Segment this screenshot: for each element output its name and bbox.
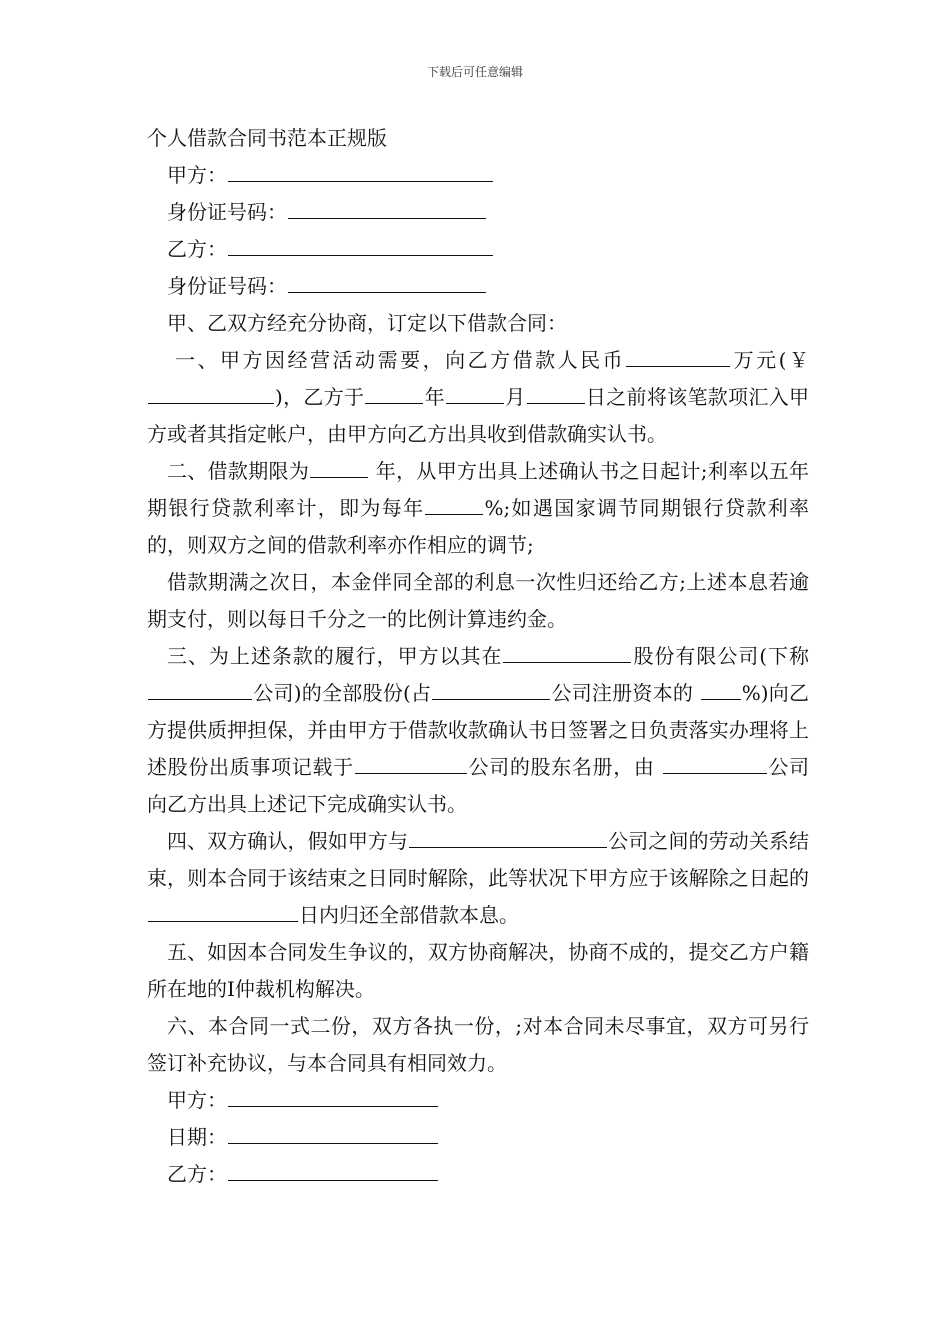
day-blank[interactable]	[527, 382, 585, 404]
month-blank[interactable]	[446, 382, 504, 404]
id-number-line-1	[147, 194, 809, 231]
clause-2-text: %;如遇国家调节同期银行贷款利率的，则双方之间的借款利率亦作相应的调节;	[147, 496, 810, 557]
signature-party-a-line	[147, 1082, 809, 1119]
document-title: 个人借款合同书范本正规版	[147, 126, 387, 150]
amount-blank[interactable]	[626, 345, 730, 367]
clause-5-text: 五、如因本合同发生争议的，双方协商解决，协商不成的，提交乙方户籍所在地的Ⅰ仲裁机构解决。	[147, 940, 809, 1001]
id-number-label: 身份证号码：	[167, 200, 287, 224]
clause-2-text: 年，从甲方出具上述确认书之日起计;利率以五年期银行贷款利率计，即为每年	[147, 459, 809, 520]
clause-3-text: 公司向乙方出具上述记下完成确实认书。	[147, 755, 810, 816]
clause-2	[147, 453, 809, 564]
clause-4	[147, 823, 809, 934]
signature-party-a-blank[interactable]	[228, 1085, 438, 1107]
party-b-label: 乙方：	[167, 237, 227, 261]
company-name-blank[interactable]	[503, 641, 631, 663]
clause-4-text: 公司之间的劳动关系结束，则本合同于该结束之日同时解除，此等状况下甲方应于该解除之日起的	[147, 829, 810, 890]
registry-company-blank[interactable]	[355, 752, 467, 774]
clause-6	[147, 1008, 809, 1082]
clause-2b-text: 借款期满之次日，本金伴同全部的利息一次性归还给乙方;上述本息若逾期支付，则以每日千分之一的比例计算违约金。	[147, 570, 809, 631]
clause-4-text: 四、双方确认，假如甲方与	[167, 829, 409, 853]
intro-paragraph	[147, 305, 809, 342]
clause-1-text: 年	[424, 385, 445, 409]
clause-3-text: 三、为上述条款的履行，甲方以其在	[167, 644, 503, 668]
clause-5	[147, 934, 809, 1008]
id-number-blank[interactable]	[288, 271, 486, 293]
clause-3-text: %)向乙方提供质押担保，并由甲方于借款收款确认书日签署之日负责落实办理将上述股份出质事项记载于	[147, 681, 809, 779]
interest-rate-blank[interactable]	[425, 493, 483, 515]
clause-3-text: 公司的股东名册，由	[467, 755, 662, 779]
signature-party-a-label: 甲方：	[167, 1088, 227, 1112]
clause-6-text: 六、本合同一式二份，双方各执一份，;对本合同未尽事宜，双方可另行签订补充协议，与本合同具有相同效力。	[147, 1014, 809, 1075]
clause-1-text: 月	[504, 385, 526, 409]
employer-company-blank[interactable]	[409, 826, 607, 848]
year-blank[interactable]	[365, 382, 423, 404]
signature-date-label: 日期：	[167, 1125, 227, 1149]
party-a-label: 甲方：	[167, 163, 227, 187]
repay-days-blank[interactable]	[148, 900, 298, 922]
term-years-blank[interactable]	[310, 456, 368, 478]
id-number-blank[interactable]	[288, 197, 486, 219]
share-percent-blank[interactable]	[432, 678, 550, 700]
clause-1-text: 一、甲方因经营活动需要，向乙方借款人民币	[175, 348, 626, 372]
issuing-company-blank[interactable]	[663, 752, 767, 774]
id-number-label: 身份证号码：	[167, 274, 287, 298]
clause-1	[147, 342, 809, 453]
clause-3	[147, 638, 809, 823]
page-header-note: 下载后可任意编辑	[426, 65, 523, 79]
intro-text: 甲、乙双方经充分协商，订定以下借款合同：	[167, 311, 567, 335]
signature-party-b-label: 乙方：	[167, 1162, 227, 1186]
capital-percent-blank[interactable]	[701, 678, 741, 700]
company-short-name-blank[interactable]	[148, 678, 252, 700]
id-number-line-2	[147, 268, 809, 305]
signature-party-b-line	[147, 1156, 809, 1193]
party-a-line	[147, 157, 809, 194]
clause-4-text: 日内归还全部借款本息。	[299, 903, 519, 927]
clause-2-text: 二、借款期限为	[167, 459, 310, 483]
party-a-blank[interactable]	[228, 160, 493, 182]
signature-party-b-blank[interactable]	[228, 1159, 438, 1181]
party-b-blank[interactable]	[228, 234, 493, 256]
clause-1-text: )，乙方于	[275, 385, 365, 409]
clause-3-text: 股份有限公司(下称	[632, 644, 809, 668]
party-b-line	[147, 231, 809, 268]
signature-date-line	[147, 1119, 809, 1156]
amount-figure-blank[interactable]	[148, 382, 274, 404]
clause-1-text: 万元(￥	[731, 348, 809, 372]
clause-1-text: 日之前将该笔款项汇入甲方或者其指定帐户，由甲方向乙方出具收到借款确实认书。	[147, 385, 810, 446]
clause-2-continued	[147, 564, 809, 638]
clause-3-text: 公司)的全部股份(占	[253, 681, 432, 705]
signature-date-blank[interactable]	[228, 1122, 438, 1144]
contract-body	[147, 120, 809, 1193]
clause-3-text: 公司注册资本的	[551, 681, 700, 705]
